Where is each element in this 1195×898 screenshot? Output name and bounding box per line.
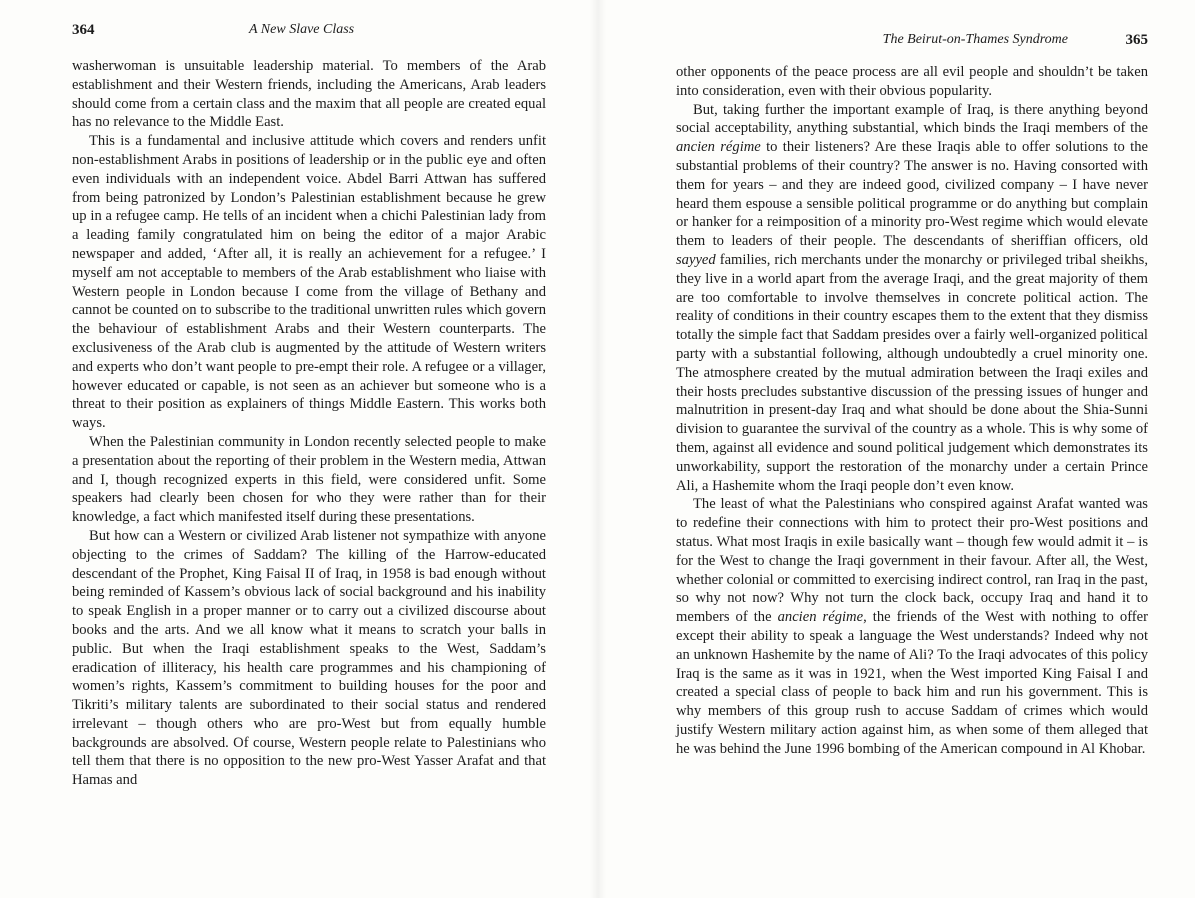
right-page-header [676, 32, 1148, 54]
paragraph: This is a fundamental and inclusive attitude which covers and renders unfit non-establishment Arabs in positions of leadership or in the public eye and often even individuals with an independent voice. Abdel Barri Attwan has suffered from being patronized by London’s Palestinian establishment because he grew up in a refugee camp. He tells of an incident when a chichi Palestinian lady from a leading family congratulated him on being the editor of a major Arabic newspaper and added, ‘After all, it is really an achievement for a refugee.’ I myself am not acceptable to members of the Arab establishment who liaise with Western people in London because I come from the village of Bethany and cannot be counted on to subscribe to the traditional unwritten rules which govern the behaviour of establishment Arabs and their Western counterparts. The exclusiveness of the Arab club is augmented by the attitude of Western writers and experts who don’t want people to pre-empt their role. A refugee or a villager, however educated or capable, is not seen as an achiever but someone who is a threat to their position as explainers of things Middle Eastern. This works both ways. [72, 133, 546, 432]
right-running-title: The Beirut-on-Thames Syndrome [882, 32, 1068, 47]
left-page-number: 364 [72, 22, 95, 38]
left-page-body [72, 57, 546, 790]
paragraph: But how can a Western or civilized Arab listener not sympathize with anyone objecting to the crimes of Saddam? The killing of the Harrow-educated descendant of the Prophet, King Faisal II of Iraq, in 1958 is bad enough without being reminded of Kassem’s obvious lack of social background and his inability to speak English in a proper manner or to carry out a civilized discourse about books and the arts. And we all know what it means to scratch your balls in public. But when the Iraqi establishment speaks to the West, Saddam’s eradication of illiteracy, his health care programmes and his championing of women’s rights, Kassem’s commitment to building houses for the poor and Tikriti’s military talents are subordinated to their social status and rendered irrelevant – though others who are pro-West but from equally humble backgrounds are absolved. Of course, Western people relate to Palestinians who tell them that there is no opposition to the new pro-West Yasser Arafat and that Hamas and [72, 527, 546, 789]
text-run: families, rich merchants under the monarchy or privileged tribal sheikhs, they live in a world apart from the average Iraqi, and the great majority of them are too comfortable to involve themselves in concrete political action. The reality of conditions in their country escapes them to the extent that they dismiss totally the simple fact that Saddam presides over a fairly well-organized political party with a substantial following, although undoubtedly a cruel minority one. The atmosphere created by the mutual admiration between the Iraqi exiles and their hosts precludes substantive discussion of the pressing issues of hunger and malnutrition in present-day Iraq and what should be done about the Shia-Sunni division to guarantee the survival of the country as a whole. This is why some of them, against all evidence and sound political judgement which demonstrates its unworkability, support the restoration of the monarchy under a certain Prince Ali, a Hashemite whom the Iraqi people don’t even know. [676, 251, 1148, 494]
text-run: But, taking further the important example of Iraq, is there anything beyond social acceptability, anything substantial, which binds the Iraqi members of the [676, 101, 1148, 137]
text-run: , the friends of the West with nothing to offer except their ability to speak a language the West understands? Indeed why not an unknown Hashemite by the name of Ali? To the Iraqi advocates of this policy Iraq is the same as it was in 1921, when the West imported King Faisal I and created a special class of people to back him and run his government. This is why members of this group rush to accuse Saddam of crimes which would justify Western military action against him, as when some of them alleged that he was behind the June 1996 bombing of the American compound in Al Khobar. [676, 609, 1148, 757]
text-run: to their listeners? Are these Iraqis able to offer solutions to the substantial problems of their country? The answer is no. Having consorted with them for years – and they are indeed good, civilized company – I have never heard them espouse a sensible political programme or do anything but complain or hanker for a reimposition of a minority pro-West regime which would elevate them to leaders of their people. The descendants of sheriffian officers, old [676, 139, 1148, 250]
paragraph: other opponents of the peace process are all evil people and shouldn’t be taken into consideration, even with their obvious popularity. [676, 64, 1148, 99]
paragraph [676, 101, 1148, 496]
text-run: The least of what the Palestinians who conspired against Arafat wanted was to redefine their connections with him to protect their pro-West positions and status. What most Iraqis in exile basically want – though few would admit it – is for the West to change the Iraqi government in their favour. After all, the West, whether colonial or committed to exercising indirect control, ran Iraq in the past, so why not now? Why not turn the clock back, occupy Iraq and hand it to members of the [676, 496, 1148, 626]
italic-term: sayyed [676, 251, 716, 268]
left-page-header [72, 22, 546, 44]
right-page-number: 365 [1125, 32, 1148, 48]
paragraph: When the Palestinian community in London recently selected people to make a presentation about the reporting of their problem in the Western media, Attwan and I, though recognized experts in this field, were considered unfit. Some speakers had clearly been chosen for who they were rather than for their knowledge, a fact which manifested itself during these presentations. [72, 433, 546, 526]
right-page-body [676, 63, 1148, 758]
paragraph [676, 495, 1148, 758]
italic-term: ancien régime [676, 139, 761, 156]
italic-term: ancien régime [777, 609, 864, 626]
right-page [598, 0, 1195, 898]
paragraph: washerwoman is unsuitable leadership material. To members of the Arab establishment and their Western friends, including the Americans, Arab leaders should come from a certain class and the maxim that all people are created equal has no relevance to the Middle East. [72, 58, 546, 131]
left-running-title: A New Slave Class [249, 22, 355, 37]
